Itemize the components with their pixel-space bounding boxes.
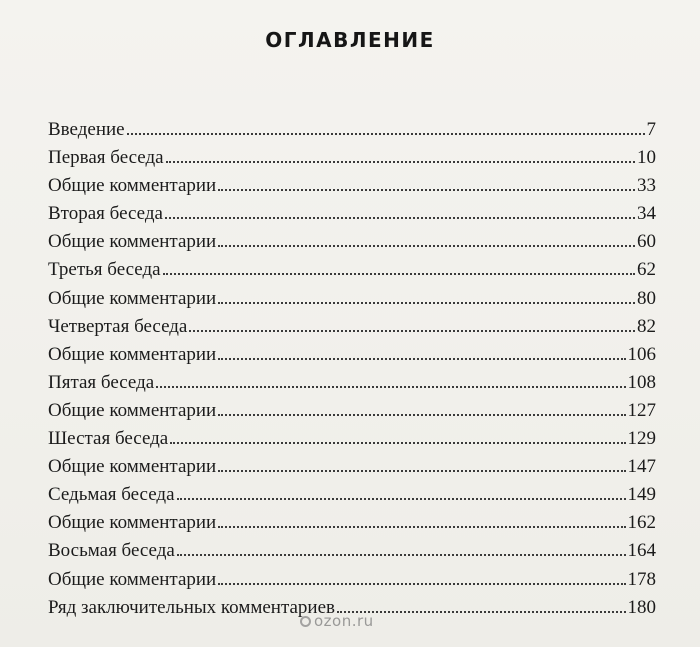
dot-leader xyxy=(218,526,625,528)
toc-entry xyxy=(48,144,656,172)
dot-leader xyxy=(218,189,635,191)
toc-entry-page-number: 60 xyxy=(637,231,656,253)
toc-entry-page-number: 10 xyxy=(637,147,656,169)
toc-entry-page-number: 33 xyxy=(637,175,656,197)
toc-entry xyxy=(48,172,656,200)
toc-entry xyxy=(48,369,656,397)
toc-entry-label: Введение xyxy=(48,119,125,140)
toc-entry-page-number: 82 xyxy=(637,315,656,337)
toc-entry-label: Общие комментарии xyxy=(48,512,217,534)
watermark-text: ozon.ru xyxy=(314,612,374,630)
dot-leader xyxy=(165,217,635,219)
toc-entry xyxy=(48,116,656,144)
toc-entry-page-number: 180 xyxy=(627,596,656,618)
toc-entry-page-number: 147 xyxy=(627,456,656,478)
toc-entry-label: Общие комментарии xyxy=(48,568,217,590)
toc-entry-label: Третья беседа xyxy=(48,259,161,281)
dot-leader xyxy=(218,302,635,304)
dot-leader xyxy=(218,414,625,416)
toc-entry-label: Общие комментарии xyxy=(48,399,217,421)
dot-leader xyxy=(163,273,635,275)
dot-leader xyxy=(166,161,635,163)
toc-entry-label: Общие комментарии xyxy=(48,287,217,309)
toc-entry-page-number: 178 xyxy=(627,568,656,590)
toc-entry-label: Шестая беседа xyxy=(48,428,169,450)
dot-leader xyxy=(218,470,625,472)
toc-entry-page-number: 7 xyxy=(646,119,656,140)
toc-entry xyxy=(48,256,656,284)
toc-entry-label: Восьмая беседа xyxy=(48,540,175,562)
toc-entry xyxy=(48,313,656,341)
toc-entry-page-number: 129 xyxy=(627,428,656,450)
toc-entry xyxy=(48,200,656,228)
toc-entry xyxy=(48,425,656,453)
toc-entry xyxy=(48,481,656,509)
toc-entry xyxy=(48,509,656,537)
dot-leader xyxy=(127,133,645,135)
toc-entry xyxy=(48,537,656,565)
page-title: ОГЛАВЛЕНИЕ xyxy=(265,28,435,52)
dot-leader xyxy=(218,583,625,585)
toc-entry xyxy=(48,397,656,425)
dot-leader xyxy=(218,245,635,247)
toc-entry-label: Ряд заключительных комментариев xyxy=(48,596,336,618)
toc-entry xyxy=(48,453,656,481)
watermark xyxy=(300,612,374,630)
dot-leader xyxy=(156,386,625,388)
toc-entry-page-number: 106 xyxy=(627,343,656,365)
toc-entry-page-number: 127 xyxy=(627,399,656,421)
toc-entry-page-number: 162 xyxy=(627,512,656,534)
ozon-logo-icon xyxy=(300,616,311,627)
toc-entry-label: Четвертая беседа xyxy=(48,315,188,337)
toc-entry-page-number: 80 xyxy=(637,287,656,309)
toc-entry-page-number: 149 xyxy=(627,484,656,506)
toc-entry-label: Вторая беседа xyxy=(48,203,163,225)
toc-entry xyxy=(48,341,656,369)
toc-entry-label: Седьмая беседа xyxy=(48,484,175,506)
table-of-contents xyxy=(48,116,656,622)
dot-leader xyxy=(189,330,635,332)
toc-entry-page-number: 62 xyxy=(637,259,656,281)
dot-leader xyxy=(170,442,625,444)
toc-entry-label: Общие комментарии xyxy=(48,175,217,197)
toc-entry-label: Пятая беседа xyxy=(48,371,155,393)
toc-entry-label: Первая беседа xyxy=(48,147,164,169)
toc-entry xyxy=(48,566,656,594)
toc-entry-label: Общие комментарии xyxy=(48,343,217,365)
toc-entry-page-number: 34 xyxy=(637,203,656,225)
toc-entry-page-number: 108 xyxy=(627,371,656,393)
toc-entry-label: Общие комментарии xyxy=(48,456,217,478)
dot-leader xyxy=(177,498,626,500)
toc-entry xyxy=(48,285,656,313)
dot-leader xyxy=(177,554,626,556)
dot-leader xyxy=(218,358,625,360)
dot-leader xyxy=(337,611,625,613)
toc-entry-label: Общие комментарии xyxy=(48,231,217,253)
toc-entry-page-number: 164 xyxy=(627,540,656,562)
toc-entry xyxy=(48,228,656,256)
